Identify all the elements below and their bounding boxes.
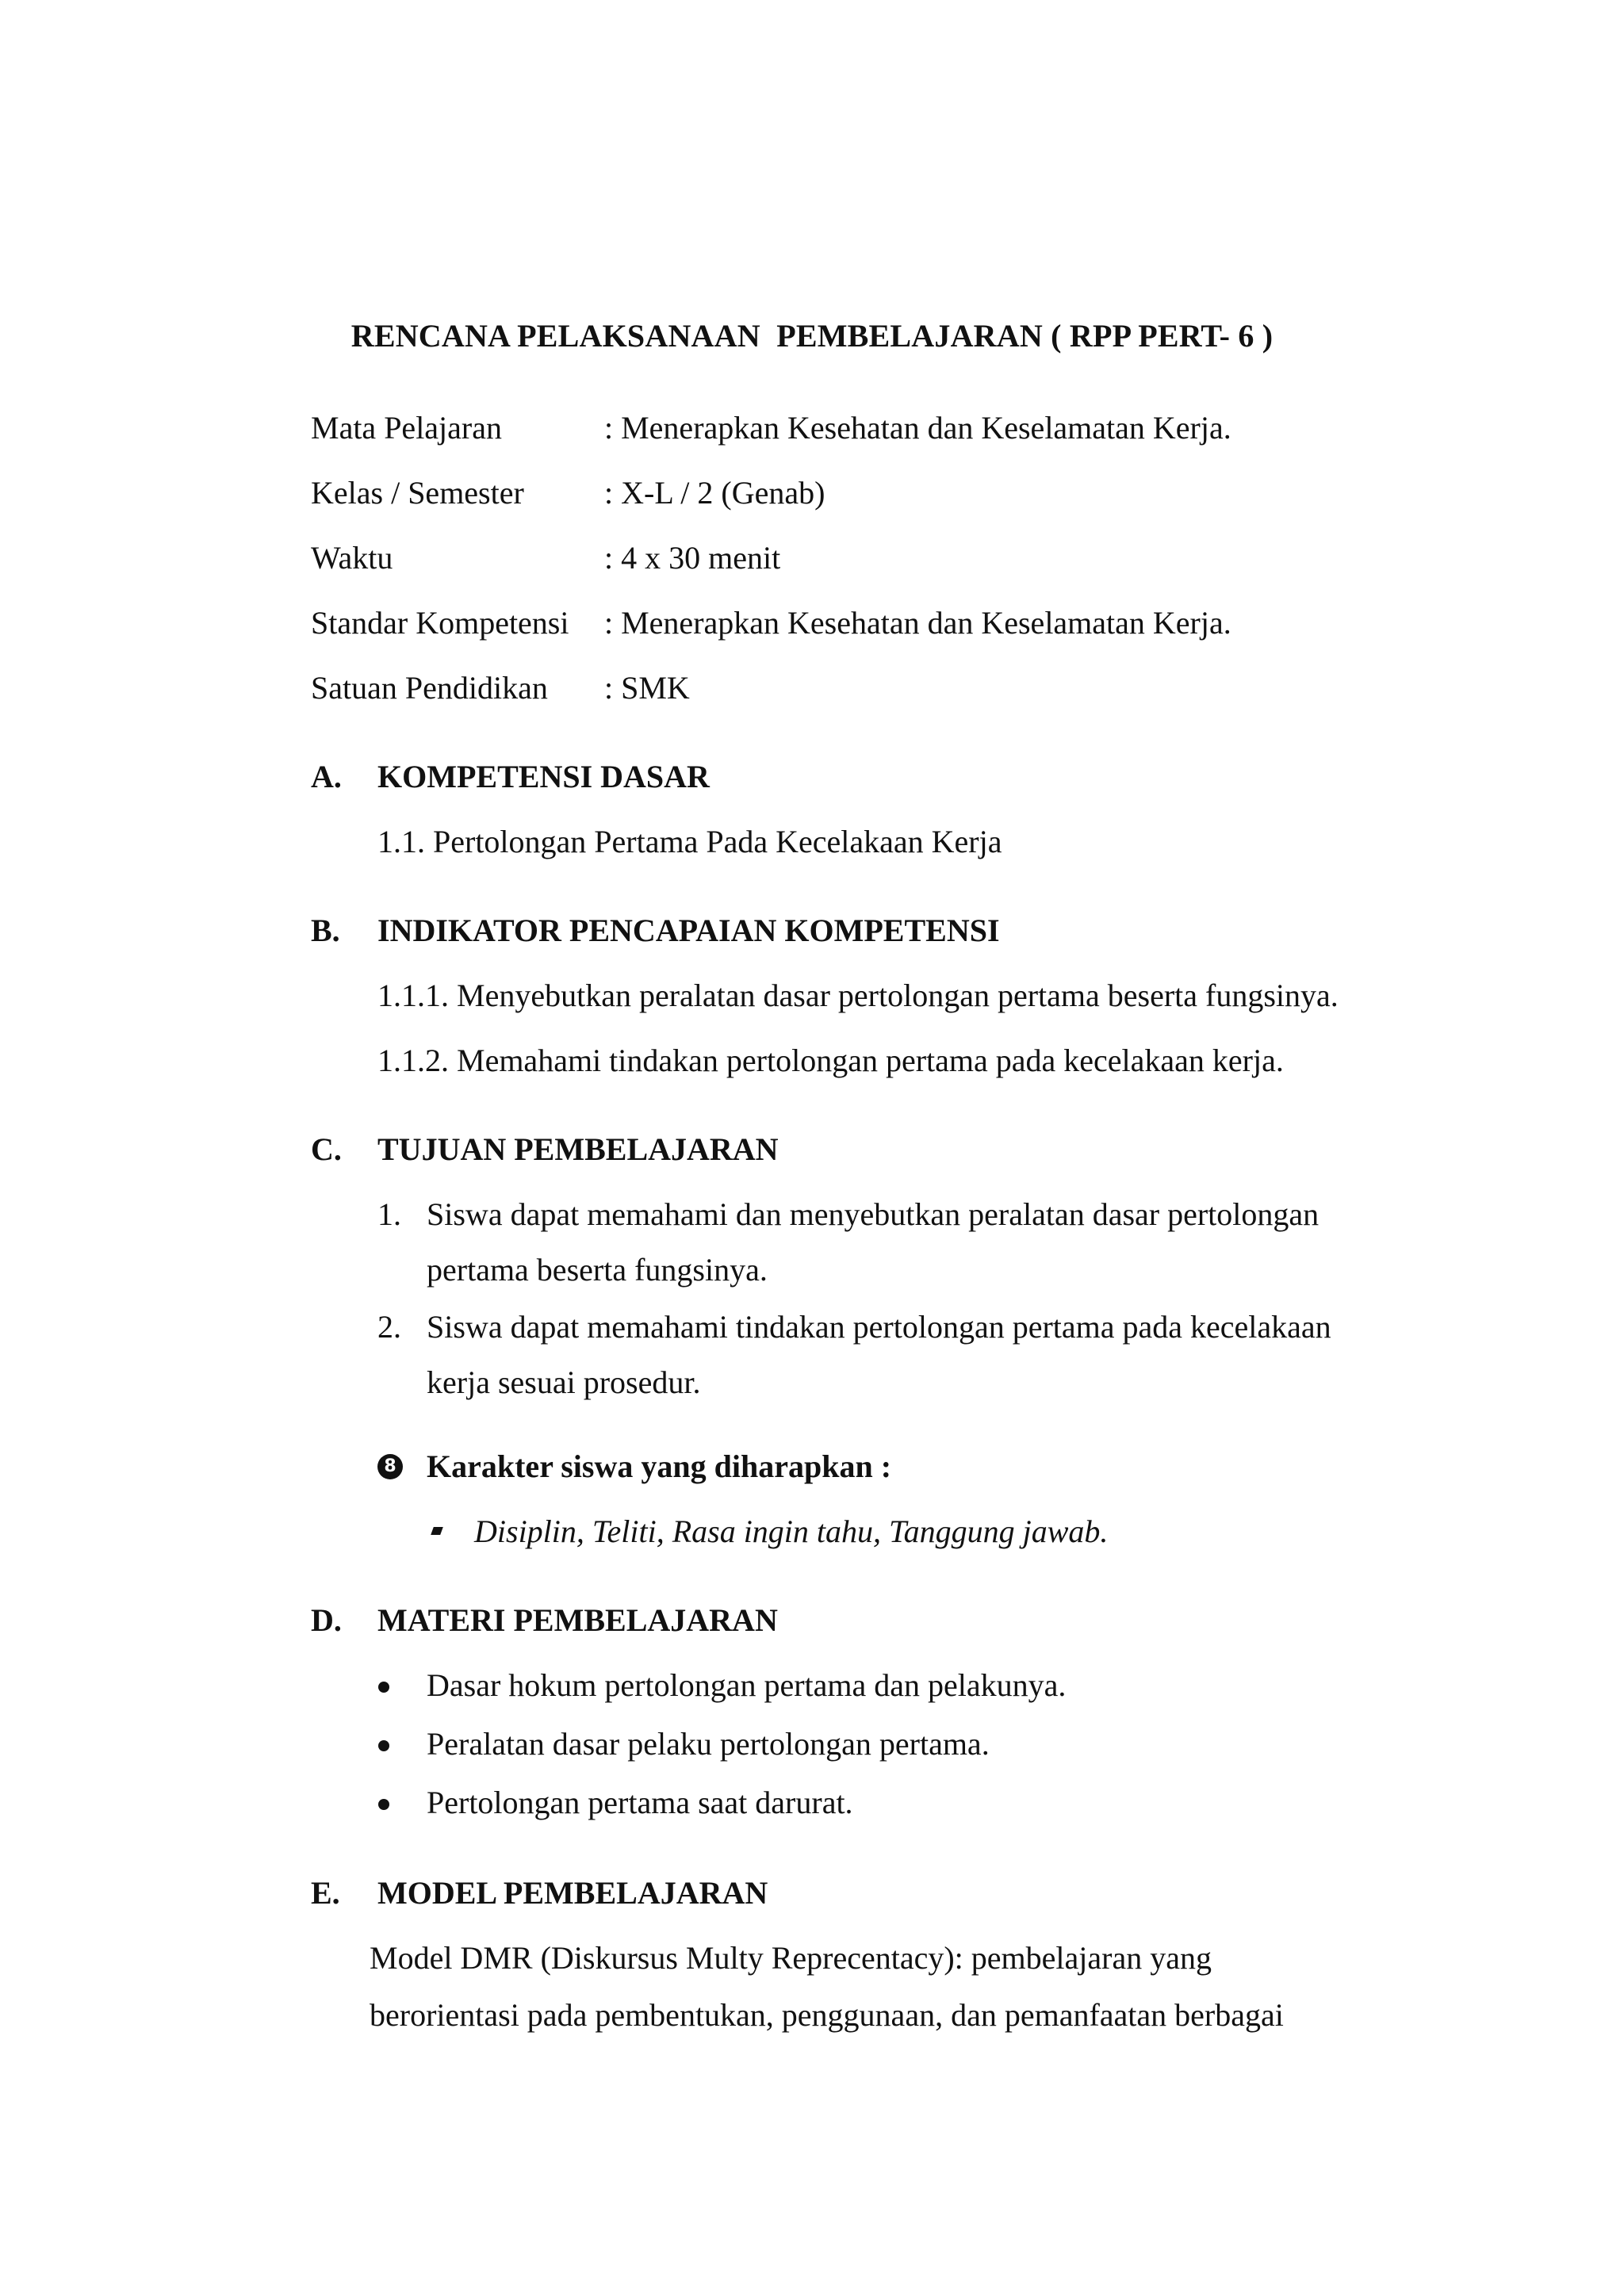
tujuan-number: 2. xyxy=(377,1309,401,1345)
bullet-icon xyxy=(378,1682,389,1693)
section-letter: C. xyxy=(311,1131,342,1167)
info-label: Kelas / Semester xyxy=(311,475,524,511)
bullet-icon xyxy=(378,1740,389,1751)
bullet-icon xyxy=(378,1799,389,1810)
model-text-line: berorientasi pada pembentukan, penggunaan, dan pemanfaatan berbagai xyxy=(370,1997,1284,2033)
section-heading-b xyxy=(311,907,1000,955)
section-title: INDIKATOR PENCAPAIAN KOMPETENSI xyxy=(377,913,1000,948)
section-letter: D. xyxy=(311,1602,342,1638)
tujuan-item xyxy=(377,1303,1331,1351)
info-row-standar-kompetensi xyxy=(311,599,1231,647)
tujuan-text-continuation: pertama beserta fungsinya. xyxy=(427,1252,768,1288)
indikator-item: 1.1.2. Memahami tindakan pertolongan pertama pada kecelakaan kerja. xyxy=(377,1043,1284,1078)
tujuan-text: Siswa dapat memahami tindakan pertolongan pertama pada kecelakaan xyxy=(427,1309,1331,1345)
tujuan-number: 1. xyxy=(377,1196,401,1232)
info-row-satuan-pendidikan xyxy=(311,664,690,712)
tujuan-text: Siswa dapat memahami dan menyebutkan peralatan dasar pertolongan xyxy=(427,1196,1320,1232)
section-heading-d xyxy=(311,1597,778,1644)
section-letter: A. xyxy=(311,759,342,794)
section-heading-e xyxy=(311,1869,768,1917)
section-title: MATERI PEMBELAJARAN xyxy=(377,1602,778,1638)
section-letter: B. xyxy=(311,913,340,948)
info-value: : X-L / 2 (Genab) xyxy=(604,475,825,511)
info-label: Standar Kompetensi xyxy=(311,605,569,641)
section-title: KOMPETENSI DASAR xyxy=(377,759,710,794)
materi-item: Pertolongan pertama saat darurat. xyxy=(427,1785,853,1820)
info-value: : SMK xyxy=(604,670,690,706)
square-bullet-icon xyxy=(431,1527,443,1535)
materi-item: Dasar hokum pertolongan pertama dan pelakunya. xyxy=(427,1667,1067,1703)
materi-item: Peralatan dasar pelaku pertolongan pertama. xyxy=(427,1726,990,1762)
info-label: Satuan Pendidikan xyxy=(311,670,548,706)
model-text-line: Model DMR (Diskursus Multy Reprecentacy): pembelajaran yang xyxy=(370,1940,1212,1976)
section-title: TUJUAN PEMBELAJARAN xyxy=(377,1131,779,1167)
indikator-item: 1.1.1. Menyebutkan peralatan dasar pertolongan pertama beserta fungsinya. xyxy=(377,978,1339,1013)
info-value: : Menerapkan Kesehatan dan Keselamatan Kerja. xyxy=(604,410,1231,446)
tujuan-text-continuation: kerja sesuai prosedur. xyxy=(427,1364,701,1400)
karakter-value: Disiplin, Teliti, Rasa ingin tahu, Tanggung jawab. xyxy=(474,1513,1109,1549)
info-value: : 4 x 30 menit xyxy=(604,540,781,576)
circled-number-icon: 8 xyxy=(377,1454,403,1479)
section-heading-a xyxy=(311,753,710,801)
section-title: MODEL PEMBELAJARAN xyxy=(377,1875,768,1911)
karakter-heading: Karakter siswa yang diharapkan : xyxy=(427,1448,892,1484)
section-letter: E. xyxy=(311,1875,340,1911)
section-heading-c xyxy=(311,1126,779,1173)
info-label: Waktu xyxy=(311,540,393,576)
kompetensi-item: 1.1. Pertolongan Pertama Pada Kecelakaan Kerja xyxy=(377,824,1002,859)
info-row-mata-pelajaran xyxy=(311,404,1231,452)
info-row-waktu xyxy=(311,534,780,582)
info-label: Mata Pelajaran xyxy=(311,410,502,446)
tujuan-item xyxy=(377,1191,1319,1238)
info-row-kelas-semester xyxy=(311,469,825,517)
page-title: RENCANA PELAKSANAAN PEMBELAJARAN ( RPP PERT- 6 ) xyxy=(350,318,1274,354)
info-value: : Menerapkan Kesehatan dan Keselamatan Kerja. xyxy=(604,605,1231,641)
